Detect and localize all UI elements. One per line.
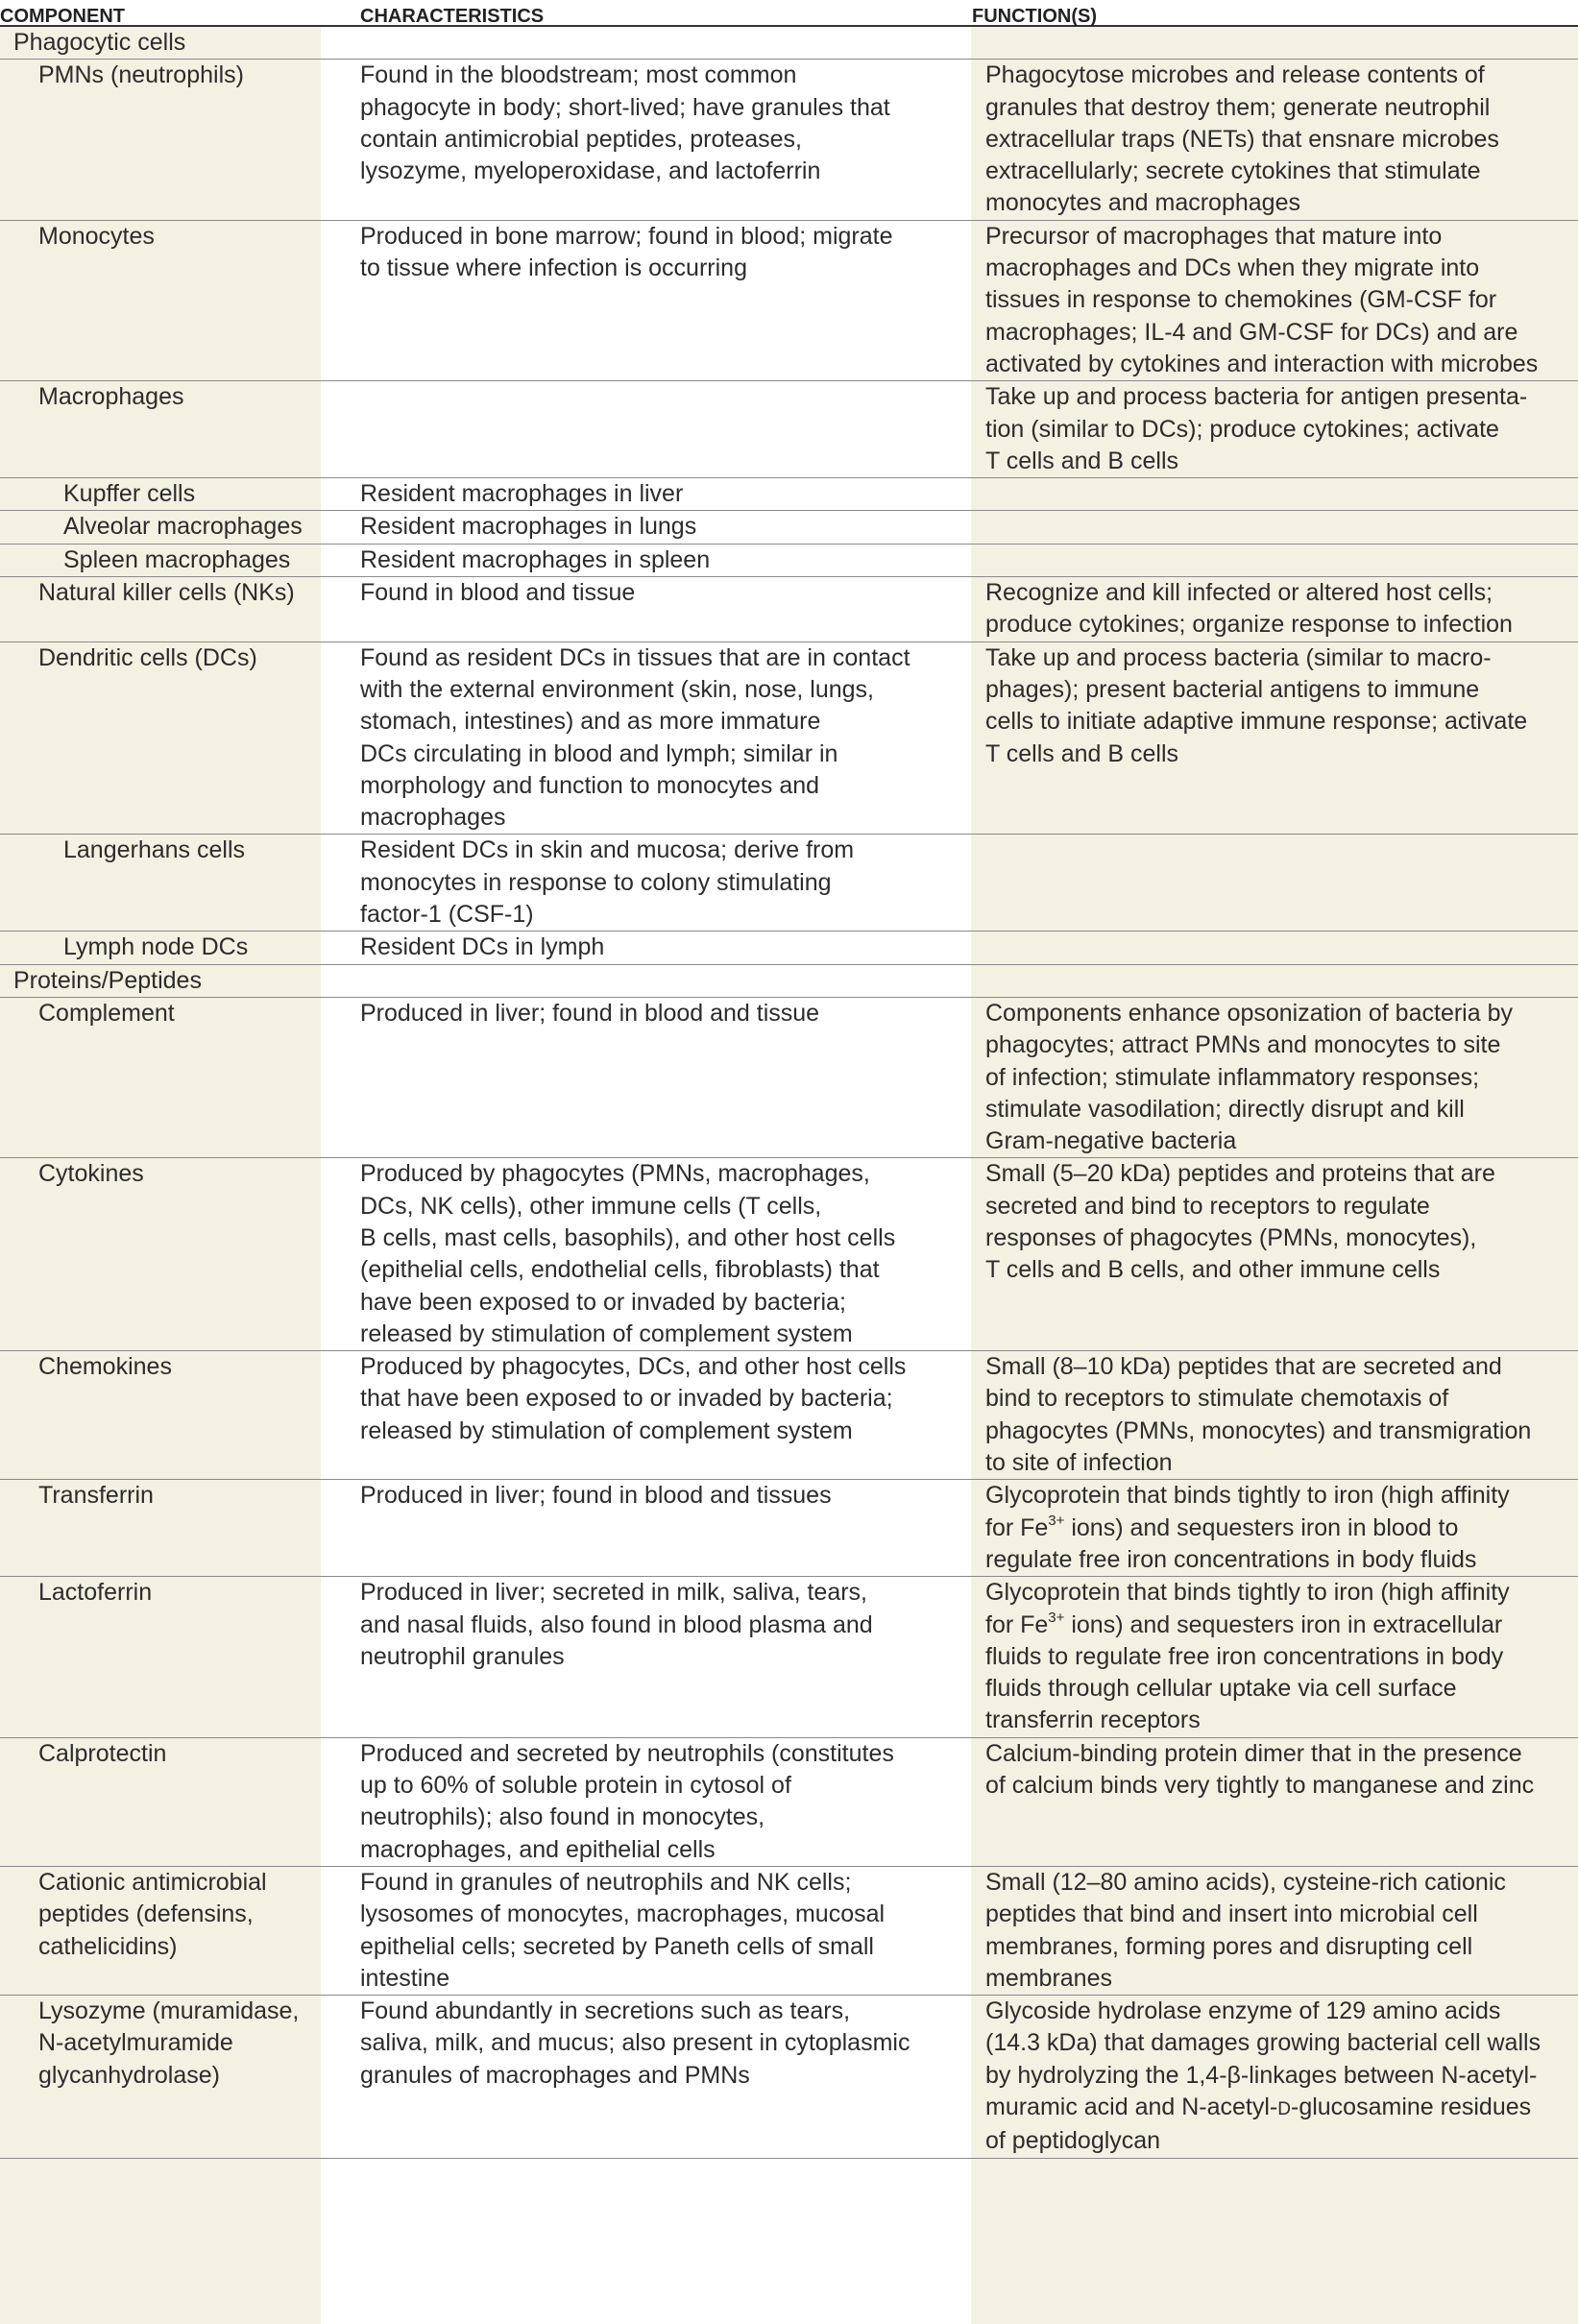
cell-characteristics: Found in the bloodstream; most common phagocyte in body; short-lived; have granules that contain antimicrobial peptides, proteases, lysozyme, myeloperoxidase, and lactoferrin	[348, 60, 971, 220]
cell-component: Kupffer cells	[0, 478, 348, 511]
cell-characteristics: Produced by phagocytes, DCs, and other host cells that have been exposed to or invaded by bacteria; released by stimulation of complement system	[348, 1351, 971, 1480]
table-row	[0, 1737, 1578, 1866]
cell-component: Natural killer cells (NKs)	[0, 577, 348, 642]
cell-component: Lymph node DCs	[0, 932, 348, 964]
cell-characteristics: Resident macrophages in liver	[348, 478, 971, 511]
superscript-charge: 3+	[1048, 1609, 1065, 1626]
table-row	[0, 381, 1578, 478]
cell-component: Chemokines	[0, 1351, 348, 1480]
cell-functions	[971, 544, 1578, 576]
cell-functions: Phagocytose microbes and release contents of granules that destroy them; generate neutrophil extracellular traps (NETs) that ensnare microbes extracellularly; secrete cytokines that stimulate monocytes and macrophages	[971, 60, 1578, 220]
cell-characteristics	[348, 26, 971, 60]
cell-functions	[971, 1577, 1578, 1737]
table-row	[0, 220, 1578, 380]
cell-characteristics	[348, 964, 971, 997]
cell-functions	[971, 932, 1578, 964]
table-row	[0, 1351, 1578, 1480]
cell-component: Cationic antimicrobial peptides (defensins, cathelicidins)	[0, 1866, 348, 1995]
table-row	[0, 1996, 1578, 2158]
cell-component: Dendritic cells (DCs)	[0, 642, 348, 835]
cell-functions	[971, 26, 1578, 60]
cell-component: Macrophages	[0, 381, 348, 478]
cell-component: Phagocytic cells	[0, 26, 348, 60]
cell-characteristics: Produced in bone marrow; found in blood; migrate to tissue where infection is occurring	[348, 220, 971, 380]
cell-characteristics: Resident DCs in lymph	[348, 932, 971, 964]
cell-characteristics: Found in granules of neutrophils and NK cells; lysosomes of monocytes, macrophages, mucosal epithelial cells; secreted by Paneth cells of small intestine	[348, 1866, 971, 1995]
table-row	[0, 1577, 1578, 1737]
cell-component: Cytokines	[0, 1158, 348, 1351]
table-row-category	[0, 964, 1578, 997]
cell-functions: Recognize and kill infected or altered host cells; produce cytokines; organize response to infection	[971, 577, 1578, 642]
table-row-sub	[0, 835, 1578, 932]
cell-component: Alveolar macrophages	[0, 511, 348, 544]
header-row	[0, 0, 1578, 26]
header-characteristics: CHARACTERISTICS	[348, 0, 971, 26]
cell-functions: Precursor of macrophages that mature into macrophages and DCs when they migrate into tissues in response to chemokines (GM-CSF for macrophages; IL-4 and GM-CSF for DCs) and are activated by cytokines and interaction with microbes	[971, 220, 1578, 380]
cell-functions	[971, 1996, 1578, 2158]
table-row	[0, 1480, 1578, 1577]
cell-functions: Small (5–20 kDa) peptides and proteins that are secreted and bind to receptors to regulate responses of phagocytes (PMNs, monocytes), T cells and B cells, and other immune cells	[971, 1158, 1578, 1351]
cell-characteristics: Found as resident DCs in tissues that are in contact with the external environment (skin, nose, lungs, stomach, intestines) and as more immature DCs circulating in blood and lymph; similar in morphology and function to monocytes and macrophages	[348, 642, 971, 835]
cell-characteristics: Resident DCs in skin and mucosa; derive from monocytes in response to colony stimulating factor-1 (CSF-1)	[348, 835, 971, 932]
cell-functions: Components enhance opsonization of bacteria by phagocytes; attract PMNs and monocytes to site of infection; stimulate inflammatory responses; stimulate vasodilation; directly disrupt and kill Gram-negative bacteria	[971, 997, 1578, 1157]
functions-text-part: -glucosamine residues of peptidoglycan	[985, 2094, 1532, 2155]
cell-functions: Small (8–10 kDa) peptides that are secreted and bind to receptors to stimulate chemotaxis of phagocytes (PMNs, monocytes) and transmigration to site of infection	[971, 1351, 1578, 1480]
functions-text-part: Glycoprotein that binds tightly to iron (high affinity for Fe	[985, 1579, 1510, 1638]
table-row	[0, 997, 1578, 1157]
cell-component: Transferrin	[0, 1480, 348, 1577]
cell-characteristics: Produced and secreted by neutrophils (constitutes up to 60% of soluble protein in cytosol of neutrophils); also found in monocytes, macrophages, and epithelial cells	[348, 1737, 971, 1866]
functions-text-part: ions) and sequesters iron in extracellular fluids to regulate free iron concentrations in body fluids through cellular uptake via cell surface transferrin receptors	[985, 1610, 1504, 1734]
cell-component: Complement	[0, 997, 348, 1157]
table-row	[0, 60, 1578, 220]
cell-functions	[971, 835, 1578, 932]
functions-text-part: Glycoside hydrolase enzyme of 129 amino acids (14.3 kDa) that damages growing bacterial cell walls by hydrolyzing the 1,4-β-linkages between N-acetyl- muramic acid and N-acetyl-	[985, 1997, 1542, 2120]
cell-component: Proteins/Peptides	[0, 964, 348, 997]
table-row-sub	[0, 932, 1578, 964]
cell-functions: Take up and process bacteria for antigen presenta- tion (similar to DCs); produce cytokines; activate T cells and B cells	[971, 381, 1578, 478]
functions-text-part: Glycoprotein that binds tightly to iron (high affinity for Fe	[985, 1482, 1510, 1541]
cell-characteristics: Produced in liver; found in blood and tissues	[348, 1480, 971, 1577]
cell-component: Lysozyme (muramidase, N-acetylmuramide glycanhydrolase)	[0, 1996, 348, 2158]
cell-characteristics: Found abundantly in secretions such as tears, saliva, milk, and mucus; also present in cytoplasmic granules of macrophages and PMNs	[348, 1996, 971, 2158]
cell-functions	[971, 964, 1578, 997]
cell-functions	[971, 1480, 1578, 1577]
cell-characteristics: Resident macrophages in spleen	[348, 544, 971, 576]
header-functions: FUNCTION(S)	[971, 0, 1578, 26]
cell-functions: Calcium-binding protein dimer that in the presence of calcium binds very tightly to manganese and zinc	[971, 1737, 1578, 1866]
cell-characteristics: Resident macrophages in lungs	[348, 511, 971, 544]
table-row	[0, 1158, 1578, 1351]
cell-characteristics: Produced by phagocytes (PMNs, macrophages, DCs, NK cells), other immune cells (T cells, B cells, mast cells, basophils), and other host cells (epithelial cells, endothelial cells, fibroblasts) that have been exposed to or invaded by bacteria; released by stimulation of complement system	[348, 1158, 971, 1351]
table-row	[0, 577, 1578, 642]
table-row-sub	[0, 478, 1578, 511]
header-component: COMPONENT	[0, 0, 348, 26]
cell-functions	[971, 478, 1578, 511]
table-row-sub	[0, 544, 1578, 576]
cell-component: Monocytes	[0, 220, 348, 380]
cell-component: Calprotectin	[0, 1737, 348, 1866]
cell-functions: Take up and process bacteria (similar to macro- phages); present bacterial antigens to immune cells to initiate adaptive immune response; activate T cells and B cells	[971, 642, 1578, 835]
superscript-charge: 3+	[1048, 1512, 1065, 1529]
cell-component: Lactoferrin	[0, 1577, 348, 1737]
cell-functions: Small (12–80 amino acids), cysteine-rich cationic peptides that bind and insert into microbial cell membranes, forming pores and disrupting cell membranes	[971, 1866, 1578, 1995]
small-caps-d: D	[1277, 2099, 1291, 2119]
cell-component: Langerhans cells	[0, 835, 348, 932]
table-row	[0, 1866, 1578, 1995]
cell-component: PMNs (neutrophils)	[0, 60, 348, 220]
cell-characteristics	[348, 381, 971, 478]
cell-characteristics: Produced in liver; secreted in milk, saliva, tears, and nasal fluids, also found in blood plasma and neutrophil granules	[348, 1577, 971, 1737]
functions-text-part: ions) and sequesters iron in blood to regulate free iron concentrations in body fluids	[985, 1513, 1477, 1573]
table-row	[0, 642, 1578, 835]
cell-functions	[971, 511, 1578, 544]
cell-component: Spleen macrophages	[0, 544, 348, 576]
cell-characteristics: Found in blood and tissue	[348, 577, 971, 642]
cell-characteristics: Produced in liver; found in blood and tissue	[348, 997, 971, 1157]
table-row-sub	[0, 511, 1578, 544]
table-row-category	[0, 26, 1578, 60]
